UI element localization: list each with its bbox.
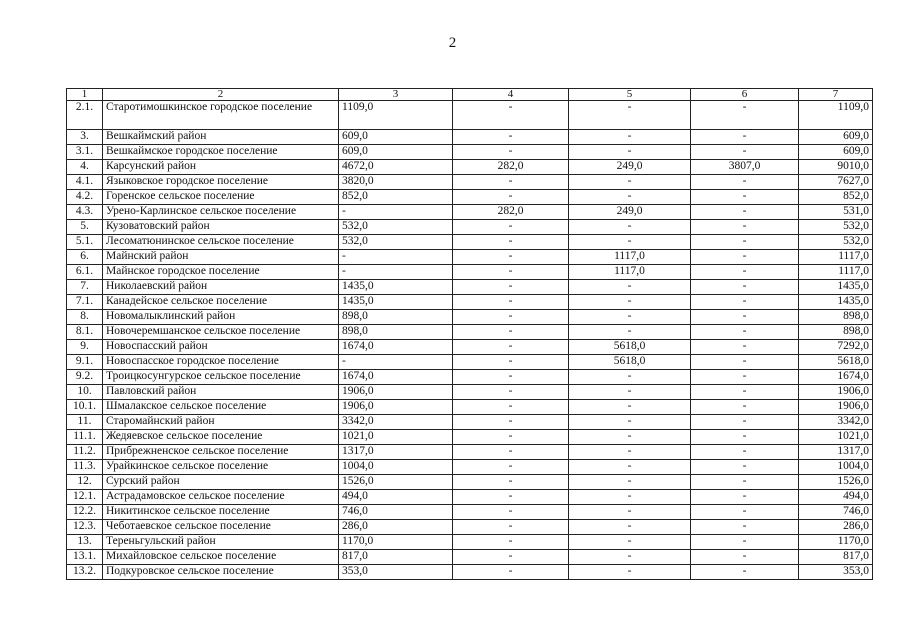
row-number-cell: 4.1. — [67, 175, 103, 190]
total-value-cell: 532,0 — [799, 235, 873, 250]
col5-value-cell: - — [569, 235, 691, 250]
territory-name-cell: Павловский район — [103, 385, 339, 400]
col6-value-cell: - — [691, 130, 799, 145]
territory-name-cell: Подкуровское сельское поселение — [103, 565, 339, 580]
col6-value-cell: - — [691, 415, 799, 430]
territory-name-cell: Сурский район — [103, 475, 339, 490]
row-number-cell: 13.2. — [67, 565, 103, 580]
col5-value-cell: - — [569, 295, 691, 310]
table-row — [67, 175, 873, 190]
col5-value-cell: - — [569, 430, 691, 445]
col5-value-cell: - — [569, 310, 691, 325]
col3-value-cell: 1317,0 — [339, 445, 453, 460]
col4-value-cell: - — [453, 190, 569, 205]
col6-value-cell: - — [691, 265, 799, 280]
col6-value-cell: - — [691, 370, 799, 385]
territory-name-cell: Вешкаймское городское поселение — [103, 145, 339, 160]
row-number-cell: 6. — [67, 250, 103, 265]
col5-value-cell: - — [569, 400, 691, 415]
col6-value-cell: - — [691, 340, 799, 355]
total-value-cell: 9010,0 — [799, 160, 873, 175]
col3-value-cell: - — [339, 205, 453, 220]
total-value-cell: 1004,0 — [799, 460, 873, 475]
table-row — [67, 445, 873, 460]
row-number-cell: 11.1. — [67, 430, 103, 445]
total-value-cell: 1906,0 — [799, 385, 873, 400]
col4-value-cell: - — [453, 295, 569, 310]
table-row — [67, 460, 873, 475]
table-row — [67, 130, 873, 145]
table-row — [67, 490, 873, 505]
territory-name-cell: Никитинское сельское поселение — [103, 505, 339, 520]
col3-value-cell: 1109,0 — [339, 101, 453, 130]
col6-value-cell: - — [691, 430, 799, 445]
col5-value-cell: - — [569, 280, 691, 295]
row-number-cell: 7. — [67, 280, 103, 295]
col3-value-cell: 1526,0 — [339, 475, 453, 490]
col5-value-cell: - — [569, 490, 691, 505]
col5-value-cell: - — [569, 415, 691, 430]
table-row — [67, 505, 873, 520]
table-row — [67, 565, 873, 580]
row-number-cell: 4.2. — [67, 190, 103, 205]
col3-value-cell: 532,0 — [339, 235, 453, 250]
col3-value-cell: 609,0 — [339, 145, 453, 160]
col4-value-cell: - — [453, 385, 569, 400]
col6-value-cell: - — [691, 505, 799, 520]
col3-value-cell: 1674,0 — [339, 340, 453, 355]
table-row — [67, 520, 873, 535]
col4-value-cell: - — [453, 340, 569, 355]
table-row — [67, 415, 873, 430]
col6-value-cell: - — [691, 250, 799, 265]
total-value-cell: 609,0 — [799, 145, 873, 160]
col4-value-cell: - — [453, 235, 569, 250]
total-value-cell: 1526,0 — [799, 475, 873, 490]
col3-value-cell: 898,0 — [339, 325, 453, 340]
column-header: 3 — [339, 89, 453, 101]
col3-value-cell: 353,0 — [339, 565, 453, 580]
allocation-table — [66, 88, 873, 580]
row-number-cell: 3. — [67, 130, 103, 145]
col4-value-cell: - — [453, 265, 569, 280]
table-row — [67, 145, 873, 160]
col3-value-cell: 1004,0 — [339, 460, 453, 475]
territory-name-cell: Астрадамовское сельское поселение — [103, 490, 339, 505]
col5-value-cell: - — [569, 445, 691, 460]
table-row — [67, 160, 873, 175]
col5-value-cell: - — [569, 505, 691, 520]
table-row — [67, 265, 873, 280]
col5-value-cell: 249,0 — [569, 205, 691, 220]
territory-name-cell: Майнский район — [103, 250, 339, 265]
col4-value-cell: - — [453, 370, 569, 385]
col6-value-cell: - — [691, 565, 799, 580]
col6-value-cell: - — [691, 460, 799, 475]
total-value-cell: 1906,0 — [799, 400, 873, 415]
col4-value-cell: - — [453, 130, 569, 145]
territory-name-cell: Троицкосунгурское сельское поселение — [103, 370, 339, 385]
total-value-cell: 494,0 — [799, 490, 873, 505]
table-row — [67, 475, 873, 490]
col4-value-cell: - — [453, 460, 569, 475]
col6-value-cell: - — [691, 235, 799, 250]
row-number-cell: 11. — [67, 415, 103, 430]
total-value-cell: 746,0 — [799, 505, 873, 520]
col5-value-cell: - — [569, 220, 691, 235]
col5-value-cell: - — [569, 325, 691, 340]
territory-name-cell: Новоспасское городское поселение — [103, 355, 339, 370]
col5-value-cell: - — [569, 550, 691, 565]
col5-value-cell: - — [569, 145, 691, 160]
row-number-cell: 7.1. — [67, 295, 103, 310]
col4-value-cell: - — [453, 101, 569, 130]
col4-value-cell: - — [453, 325, 569, 340]
row-number-cell: 8.1. — [67, 325, 103, 340]
col3-value-cell: - — [339, 265, 453, 280]
col3-value-cell: 609,0 — [339, 130, 453, 145]
total-value-cell: 609,0 — [799, 130, 873, 145]
col3-value-cell: 1435,0 — [339, 295, 453, 310]
territory-name-cell: Тереньгульский район — [103, 535, 339, 550]
territory-name-cell: Урено-Карлинское сельское поселение — [103, 205, 339, 220]
col4-value-cell: - — [453, 550, 569, 565]
col5-value-cell: - — [569, 385, 691, 400]
row-number-cell: 4.3. — [67, 205, 103, 220]
territory-name-cell: Чеботаевское сельское поселение — [103, 520, 339, 535]
col4-value-cell: 282,0 — [453, 205, 569, 220]
col5-value-cell: 5618,0 — [569, 340, 691, 355]
total-value-cell: 1170,0 — [799, 535, 873, 550]
total-value-cell: 353,0 — [799, 565, 873, 580]
col4-value-cell: - — [453, 565, 569, 580]
page-number: 2 — [448, 35, 457, 51]
total-value-cell: 1117,0 — [799, 250, 873, 265]
col4-value-cell: - — [453, 505, 569, 520]
col4-value-cell: - — [453, 400, 569, 415]
table-row — [67, 220, 873, 235]
col6-value-cell: - — [691, 325, 799, 340]
row-number-cell: 9. — [67, 340, 103, 355]
row-number-cell: 6.1. — [67, 265, 103, 280]
column-header: 6 — [691, 89, 799, 101]
territory-name-cell: Николаевский район — [103, 280, 339, 295]
row-number-cell: 10. — [67, 385, 103, 400]
col3-value-cell: 852,0 — [339, 190, 453, 205]
column-header: 5 — [569, 89, 691, 101]
col3-value-cell: 494,0 — [339, 490, 453, 505]
col3-value-cell: 1170,0 — [339, 535, 453, 550]
table-row — [67, 550, 873, 565]
row-number-cell: 3.1. — [67, 145, 103, 160]
col5-value-cell: - — [569, 460, 691, 475]
col4-value-cell: - — [453, 490, 569, 505]
col6-value-cell: - — [691, 205, 799, 220]
territory-name-cell: Шмалакское сельское поселение — [103, 400, 339, 415]
col5-value-cell: 1117,0 — [569, 250, 691, 265]
col3-value-cell: 3820,0 — [339, 175, 453, 190]
col5-value-cell: 1117,0 — [569, 265, 691, 280]
territory-name-cell: Карсунский район — [103, 160, 339, 175]
column-header: 2 — [103, 89, 339, 101]
col5-value-cell: - — [569, 565, 691, 580]
col6-value-cell: - — [691, 445, 799, 460]
table-row — [67, 205, 873, 220]
col6-value-cell: - — [691, 101, 799, 130]
row-number-cell: 5.1. — [67, 235, 103, 250]
row-number-cell: 9.2. — [67, 370, 103, 385]
table-row — [67, 295, 873, 310]
table-row — [67, 325, 873, 340]
col3-value-cell: - — [339, 355, 453, 370]
total-value-cell: 1435,0 — [799, 295, 873, 310]
col4-value-cell: - — [453, 475, 569, 490]
col4-value-cell: - — [453, 355, 569, 370]
total-value-cell: 898,0 — [799, 325, 873, 340]
total-value-cell: 1021,0 — [799, 430, 873, 445]
col3-value-cell: 1021,0 — [339, 430, 453, 445]
col6-value-cell: - — [691, 400, 799, 415]
col6-value-cell: - — [691, 385, 799, 400]
row-number-cell: 12. — [67, 475, 103, 490]
table-row — [67, 340, 873, 355]
col4-value-cell: - — [453, 310, 569, 325]
col3-value-cell: 1906,0 — [339, 385, 453, 400]
total-value-cell: 898,0 — [799, 310, 873, 325]
col6-value-cell: 3807,0 — [691, 160, 799, 175]
col5-value-cell: - — [569, 175, 691, 190]
total-value-cell: 5618,0 — [799, 355, 873, 370]
col6-value-cell: - — [691, 295, 799, 310]
total-value-cell: 1674,0 — [799, 370, 873, 385]
table-row — [67, 250, 873, 265]
col5-value-cell: 5618,0 — [569, 355, 691, 370]
col5-value-cell: 249,0 — [569, 160, 691, 175]
col4-value-cell: - — [453, 145, 569, 160]
col5-value-cell: - — [569, 190, 691, 205]
col4-value-cell: - — [453, 520, 569, 535]
table-row — [67, 101, 873, 130]
territory-name-cell: Урайкинское сельское поселение — [103, 460, 339, 475]
header-row — [67, 89, 873, 101]
column-header: 1 — [67, 89, 103, 101]
col5-value-cell: - — [569, 520, 691, 535]
col3-value-cell: - — [339, 250, 453, 265]
row-number-cell: 13. — [67, 535, 103, 550]
column-header: 4 — [453, 89, 569, 101]
col3-value-cell: 898,0 — [339, 310, 453, 325]
table-row — [67, 385, 873, 400]
territory-name-cell: Кузоватовский район — [103, 220, 339, 235]
row-number-cell: 9.1. — [67, 355, 103, 370]
table-row — [67, 430, 873, 445]
col5-value-cell: - — [569, 101, 691, 130]
row-number-cell: 13.1. — [67, 550, 103, 565]
territory-name-cell: Горенское сельское поселение — [103, 190, 339, 205]
territory-name-cell: Новоспасский район — [103, 340, 339, 355]
row-number-cell: 5. — [67, 220, 103, 235]
total-value-cell: 1435,0 — [799, 280, 873, 295]
row-number-cell: 10.1. — [67, 400, 103, 415]
col3-value-cell: 532,0 — [339, 220, 453, 235]
territory-name-cell: Лесоматюнинское сельское поселение — [103, 235, 339, 250]
col5-value-cell: - — [569, 535, 691, 550]
total-value-cell: 7627,0 — [799, 175, 873, 190]
row-number-cell: 11.3. — [67, 460, 103, 475]
total-value-cell: 1317,0 — [799, 445, 873, 460]
table-row — [67, 370, 873, 385]
col3-value-cell: 1435,0 — [339, 280, 453, 295]
col6-value-cell: - — [691, 145, 799, 160]
col4-value-cell: - — [453, 250, 569, 265]
territory-name-cell: Вешкаймский район — [103, 130, 339, 145]
row-number-cell: 8. — [67, 310, 103, 325]
table-row — [67, 355, 873, 370]
table-row — [67, 400, 873, 415]
total-value-cell: 3342,0 — [799, 415, 873, 430]
territory-name-cell: Новомалыклинский район — [103, 310, 339, 325]
col4-value-cell: - — [453, 220, 569, 235]
territory-name-cell: Языковское городское поселение — [103, 175, 339, 190]
table-row — [67, 190, 873, 205]
territory-name-cell: Старотимошкинское городское поселение — [103, 101, 339, 130]
col3-value-cell: 746,0 — [339, 505, 453, 520]
table-row — [67, 535, 873, 550]
total-value-cell: 1109,0 — [799, 101, 873, 130]
col5-value-cell: - — [569, 370, 691, 385]
row-number-cell: 11.2. — [67, 445, 103, 460]
col4-value-cell: - — [453, 430, 569, 445]
col6-value-cell: - — [691, 550, 799, 565]
col3-value-cell: 286,0 — [339, 520, 453, 535]
table-row — [67, 310, 873, 325]
col4-value-cell: - — [453, 280, 569, 295]
territory-name-cell: Старомайнский район — [103, 415, 339, 430]
total-value-cell: 7292,0 — [799, 340, 873, 355]
col6-value-cell: - — [691, 520, 799, 535]
territory-name-cell: Жедяевское сельское поселение — [103, 430, 339, 445]
row-number-cell: 4. — [67, 160, 103, 175]
territory-name-cell: Новочеремшанское сельское поселение — [103, 325, 339, 340]
territory-name-cell: Майнское городское поселение — [103, 265, 339, 280]
col5-value-cell: - — [569, 475, 691, 490]
total-value-cell: 286,0 — [799, 520, 873, 535]
total-value-cell: 531,0 — [799, 205, 873, 220]
row-number-cell: 12.1. — [67, 490, 103, 505]
col5-value-cell: - — [569, 130, 691, 145]
col3-value-cell: 817,0 — [339, 550, 453, 565]
col6-value-cell: - — [691, 475, 799, 490]
total-value-cell: 1117,0 — [799, 265, 873, 280]
territory-name-cell: Михайловское сельское поселение — [103, 550, 339, 565]
col4-value-cell: - — [453, 415, 569, 430]
col3-value-cell: 1674,0 — [339, 370, 453, 385]
col4-value-cell: - — [453, 445, 569, 460]
col6-value-cell: - — [691, 175, 799, 190]
column-header: 7 — [799, 89, 873, 101]
total-value-cell: 852,0 — [799, 190, 873, 205]
table-row — [67, 280, 873, 295]
total-value-cell: 532,0 — [799, 220, 873, 235]
col3-value-cell: 1906,0 — [339, 400, 453, 415]
col6-value-cell: - — [691, 310, 799, 325]
col4-value-cell: - — [453, 175, 569, 190]
col3-value-cell: 3342,0 — [339, 415, 453, 430]
col6-value-cell: - — [691, 220, 799, 235]
col6-value-cell: - — [691, 490, 799, 505]
col6-value-cell: - — [691, 280, 799, 295]
col6-value-cell: - — [691, 190, 799, 205]
table-row — [67, 235, 873, 250]
col6-value-cell: - — [691, 535, 799, 550]
col4-value-cell: - — [453, 535, 569, 550]
territory-name-cell: Канадейское сельское поселение — [103, 295, 339, 310]
row-number-cell: 2.1. — [67, 101, 103, 130]
col6-value-cell: - — [691, 355, 799, 370]
total-value-cell: 817,0 — [799, 550, 873, 565]
row-number-cell: 12.2. — [67, 505, 103, 520]
col4-value-cell: 282,0 — [453, 160, 569, 175]
col3-value-cell: 4672,0 — [339, 160, 453, 175]
row-number-cell: 12.3. — [67, 520, 103, 535]
territory-name-cell: Прибрежненское сельское поселение — [103, 445, 339, 460]
